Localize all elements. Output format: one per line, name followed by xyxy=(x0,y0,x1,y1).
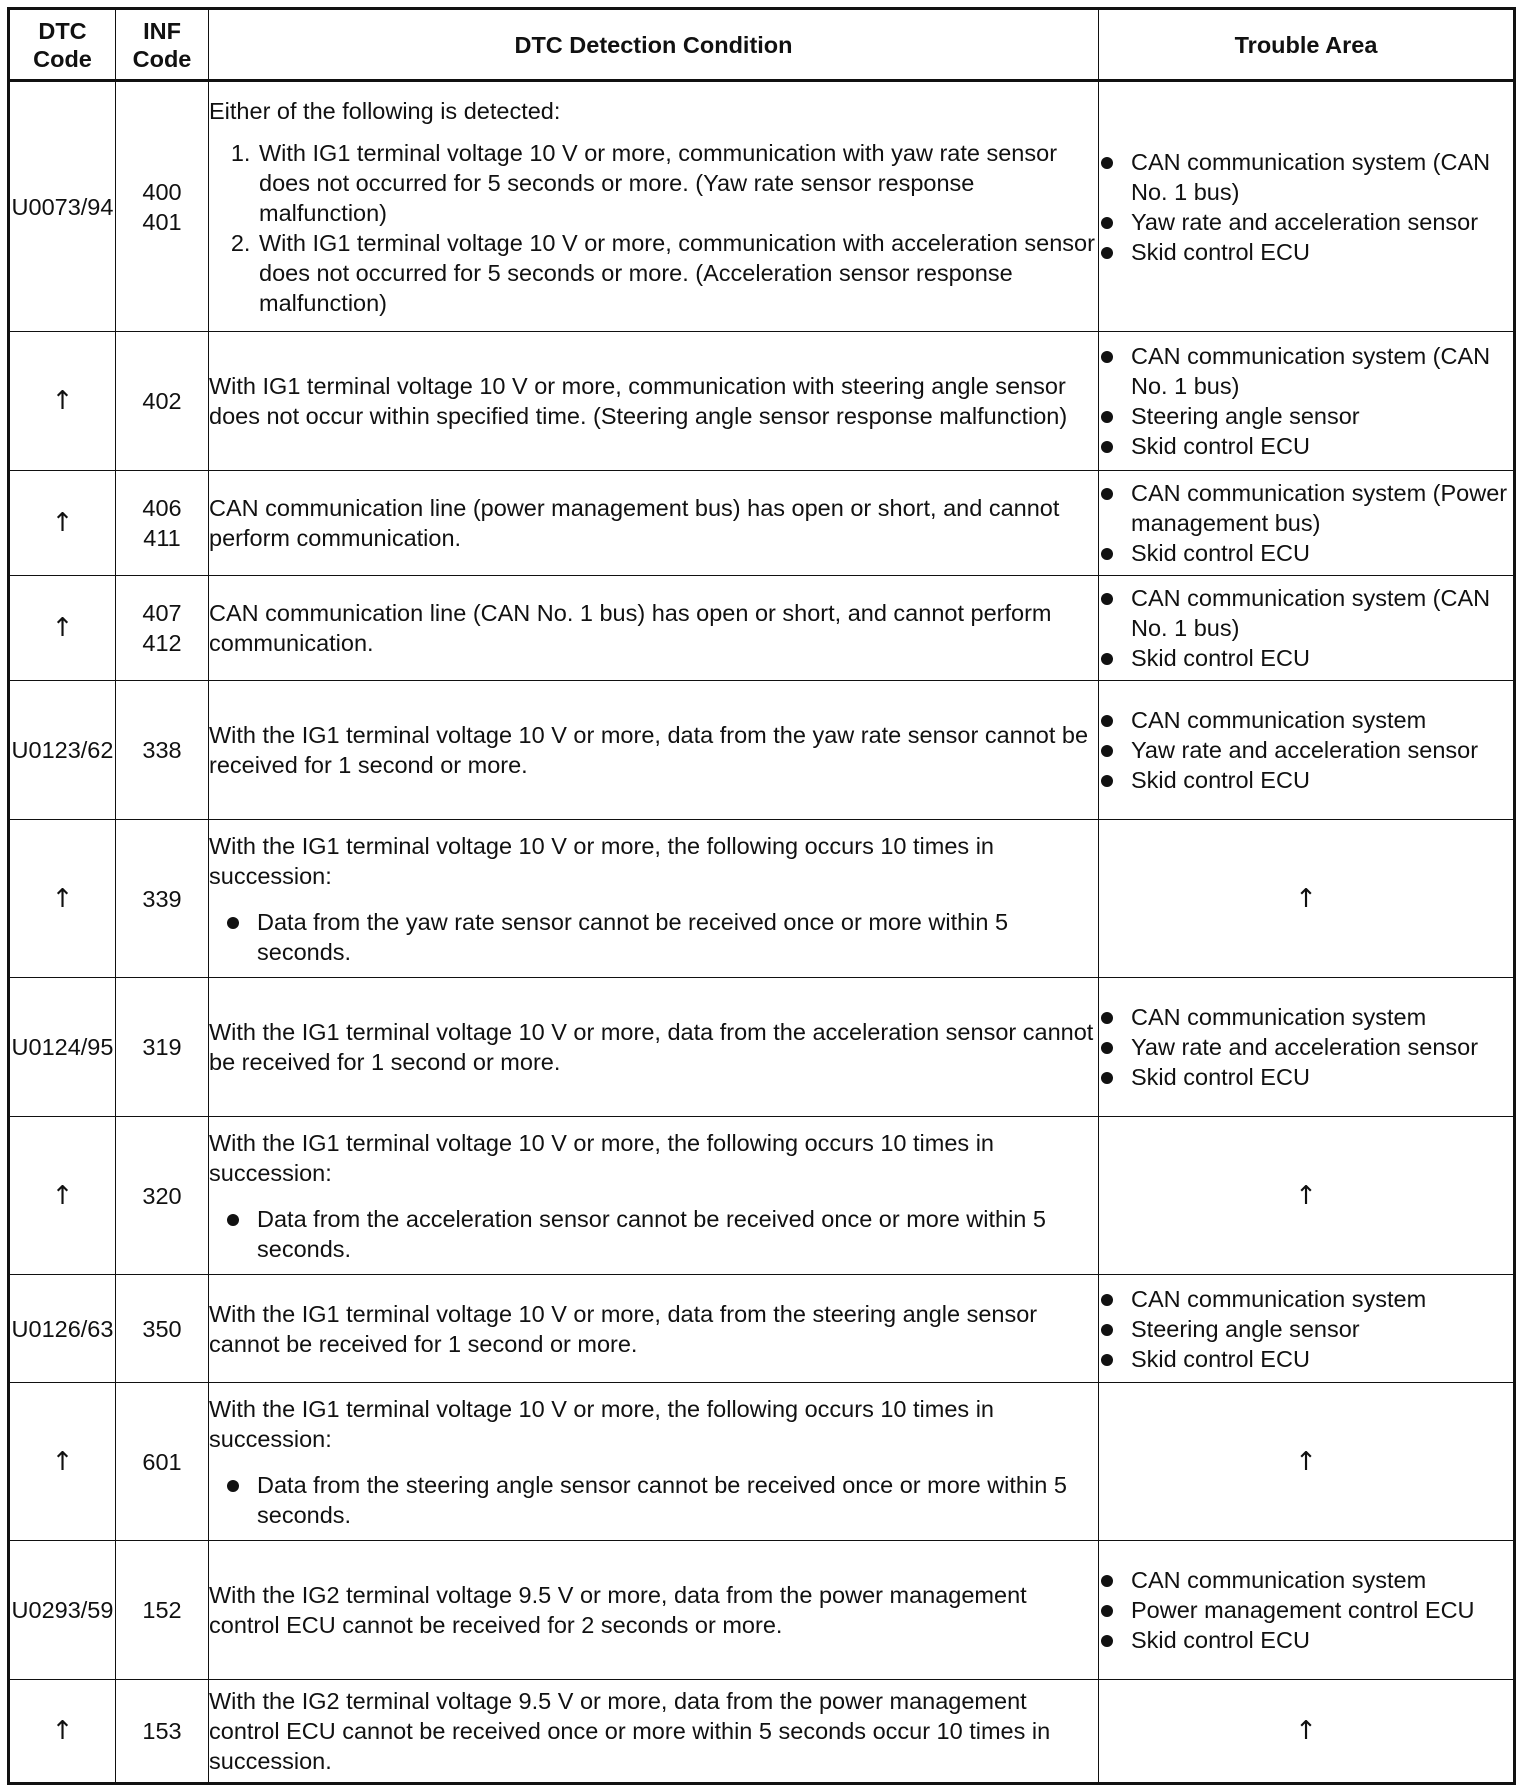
condition-intro: With the IG1 terminal voltage 10 V or more, the following occurs 10 times in succession: xyxy=(209,832,994,889)
trouble-area-same-arrow: ↑ xyxy=(1099,1117,1515,1275)
trouble-area-cell xyxy=(1099,576,1515,681)
trouble-area-cell xyxy=(1099,681,1515,820)
condition-bullet: Data from the acceleration sensor cannot be received once or more within 5 seconds. xyxy=(225,1204,1098,1264)
trouble-area-cell xyxy=(1099,978,1515,1117)
dtc-code-same-arrow: ↑ xyxy=(9,1117,116,1275)
inf-code-cell: 338 xyxy=(116,681,209,820)
condition-item: 2. With IG1 terminal voltage 10 V or more, communication with acceleration sensor does not occurred for 5 seconds or more. (Acceleration sensor response malfunction) xyxy=(257,228,1098,318)
trouble-area-item: CAN communication system xyxy=(1099,705,1513,735)
trouble-area-item: Yaw rate and acceleration sensor xyxy=(1099,1032,1513,1062)
trouble-area-item: Skid control ECU xyxy=(1099,237,1513,267)
inf-code-cell: 407 412 xyxy=(116,576,209,681)
condition-bullet: Data from the steering angle sensor cannot be received once or more within 5 seconds. xyxy=(225,1470,1098,1530)
trouble-area-item: Skid control ECU xyxy=(1099,1625,1513,1655)
condition-bullets xyxy=(209,907,1098,967)
condition-intro: With the IG1 terminal voltage 10 V or more, the following occurs 10 times in succession: xyxy=(209,1395,994,1452)
table-row xyxy=(9,978,1515,1117)
table-row xyxy=(9,1680,1515,1784)
condition-cell xyxy=(209,820,1099,978)
dtc-code-same-arrow: ↑ xyxy=(9,471,116,576)
header-trouble-area: Trouble Area xyxy=(1099,9,1515,81)
table-row xyxy=(9,471,1515,576)
trouble-area-list xyxy=(1099,341,1513,461)
condition-intro: Either of the following is detected: xyxy=(209,97,561,124)
table-row xyxy=(9,1275,1515,1383)
condition-cell: With IG1 terminal voltage 10 V or more, communication with steering angle sensor does not occur within specified time. (Steering angle sensor response malfunction) xyxy=(209,332,1099,471)
dtc-code-cell: U0123/62 xyxy=(9,681,116,820)
condition-bullets xyxy=(209,1470,1098,1530)
trouble-area-list xyxy=(1099,705,1513,795)
trouble-area-list xyxy=(1099,1565,1513,1655)
trouble-area-item: CAN communication system xyxy=(1099,1565,1513,1595)
inf-code-cell: 601 xyxy=(116,1383,209,1541)
trouble-area-item: Yaw rate and acceleration sensor xyxy=(1099,735,1513,765)
trouble-area-item: CAN communication system (Power management bus) xyxy=(1099,478,1513,538)
condition-bullets xyxy=(209,1204,1098,1264)
trouble-area-list xyxy=(1099,1002,1513,1092)
inf-code-cell: 153 xyxy=(116,1680,209,1784)
condition-cell xyxy=(209,1117,1099,1275)
table-row xyxy=(9,332,1515,471)
trouble-area-item: CAN communication system xyxy=(1099,1002,1513,1032)
dtc-code-same-arrow: ↑ xyxy=(9,576,116,681)
trouble-area-item: CAN communication system (CAN No. 1 bus) xyxy=(1099,147,1513,207)
trouble-area-cell xyxy=(1099,81,1515,332)
dtc-code-same-arrow: ↑ xyxy=(9,820,116,978)
table-row xyxy=(9,576,1515,681)
header-row xyxy=(9,9,1515,81)
trouble-area-item: Power management control ECU xyxy=(1099,1595,1513,1625)
condition-cell: With the IG1 terminal voltage 10 V or more, data from the acceleration sensor cannot be received for 1 second or more. xyxy=(209,978,1099,1117)
inf-code-cell: 406 411 xyxy=(116,471,209,576)
trouble-area-list xyxy=(1099,583,1513,673)
trouble-area-cell xyxy=(1099,332,1515,471)
dtc-table xyxy=(7,7,1516,1785)
condition-cell: CAN communication line (CAN No. 1 bus) has open or short, and cannot perform communication. xyxy=(209,576,1099,681)
trouble-area-list xyxy=(1099,1284,1513,1374)
trouble-area-item: Skid control ECU xyxy=(1099,765,1513,795)
inf-code-cell: 152 xyxy=(116,1541,209,1680)
inf-code-cell: 350 xyxy=(116,1275,209,1383)
condition-cell xyxy=(209,81,1099,332)
trouble-area-item: CAN communication system (CAN No. 1 bus) xyxy=(1099,341,1513,401)
condition-cell xyxy=(209,1383,1099,1541)
inf-code-cell: 320 xyxy=(116,1117,209,1275)
condition-cell: CAN communication line (power management bus) has open or short, and cannot perform communication. xyxy=(209,471,1099,576)
table-row xyxy=(9,81,1515,332)
dtc-code-same-arrow: ↑ xyxy=(9,1680,116,1784)
trouble-area-item: Skid control ECU xyxy=(1099,643,1513,673)
dtc-code-same-arrow: ↑ xyxy=(9,332,116,471)
trouble-area-same-arrow: ↑ xyxy=(1099,1383,1515,1541)
trouble-area-item: Skid control ECU xyxy=(1099,1062,1513,1092)
table-row xyxy=(9,1541,1515,1680)
trouble-area-list xyxy=(1099,147,1513,267)
condition-cell: With the IG1 terminal voltage 10 V or more, data from the yaw rate sensor cannot be received for 1 second or more. xyxy=(209,681,1099,820)
dtc-code-cell: U0293/59 xyxy=(9,1541,116,1680)
condition-cell: With the IG2 terminal voltage 9.5 V or more, data from the power management control ECU cannot be received once or more within 5 seconds occur 10 times in succession. xyxy=(209,1680,1099,1784)
table-row xyxy=(9,1117,1515,1275)
trouble-area-item: Skid control ECU xyxy=(1099,1344,1513,1374)
condition-intro: With the IG1 terminal voltage 10 V or more, the following occurs 10 times in succession: xyxy=(209,1129,994,1186)
header-inf-code: INF Code xyxy=(116,9,209,81)
dtc-code-same-arrow: ↑ xyxy=(9,1383,116,1541)
condition-item: 1. With IG1 terminal voltage 10 V or more, communication with yaw rate sensor does not occurred for 5 seconds or more. (Yaw rate sensor response malfunction) xyxy=(257,138,1098,228)
condition-cell: With the IG1 terminal voltage 10 V or more, data from the steering angle sensor cannot be received for 1 second or more. xyxy=(209,1275,1099,1383)
trouble-area-item: Yaw rate and acceleration sensor xyxy=(1099,207,1513,237)
table-row xyxy=(9,820,1515,978)
trouble-area-cell xyxy=(1099,471,1515,576)
trouble-area-item: Skid control ECU xyxy=(1099,538,1513,568)
inf-code-cell: 402 xyxy=(116,332,209,471)
trouble-area-cell xyxy=(1099,1541,1515,1680)
dtc-code-cell: U0073/94 xyxy=(9,81,116,332)
dtc-code-cell: U0124/95 xyxy=(9,978,116,1117)
header-dtc-code: DTC Code xyxy=(9,9,116,81)
trouble-area-cell xyxy=(1099,1275,1515,1383)
condition-cell: With the IG2 terminal voltage 9.5 V or more, data from the power management control ECU cannot be received for 2 seconds or more. xyxy=(209,1541,1099,1680)
trouble-area-item: Steering angle sensor xyxy=(1099,401,1513,431)
inf-code-cell: 400 401 xyxy=(116,81,209,332)
trouble-area-same-arrow: ↑ xyxy=(1099,820,1515,978)
inf-code-cell: 319 xyxy=(116,978,209,1117)
table-row xyxy=(9,681,1515,820)
dtc-code-cell: U0126/63 xyxy=(9,1275,116,1383)
condition-list xyxy=(209,138,1098,318)
trouble-area-item: CAN communication system (CAN No. 1 bus) xyxy=(1099,583,1513,643)
table-row xyxy=(9,1383,1515,1541)
trouble-area-same-arrow: ↑ xyxy=(1099,1680,1515,1784)
trouble-area-item: Steering angle sensor xyxy=(1099,1314,1513,1344)
trouble-area-item: Skid control ECU xyxy=(1099,431,1513,461)
inf-code-cell: 339 xyxy=(116,820,209,978)
trouble-area-item: CAN communication system xyxy=(1099,1284,1513,1314)
trouble-area-list xyxy=(1099,478,1513,568)
header-condition: DTC Detection Condition xyxy=(209,9,1099,81)
condition-bullet: Data from the yaw rate sensor cannot be received once or more within 5 seconds. xyxy=(225,907,1098,967)
